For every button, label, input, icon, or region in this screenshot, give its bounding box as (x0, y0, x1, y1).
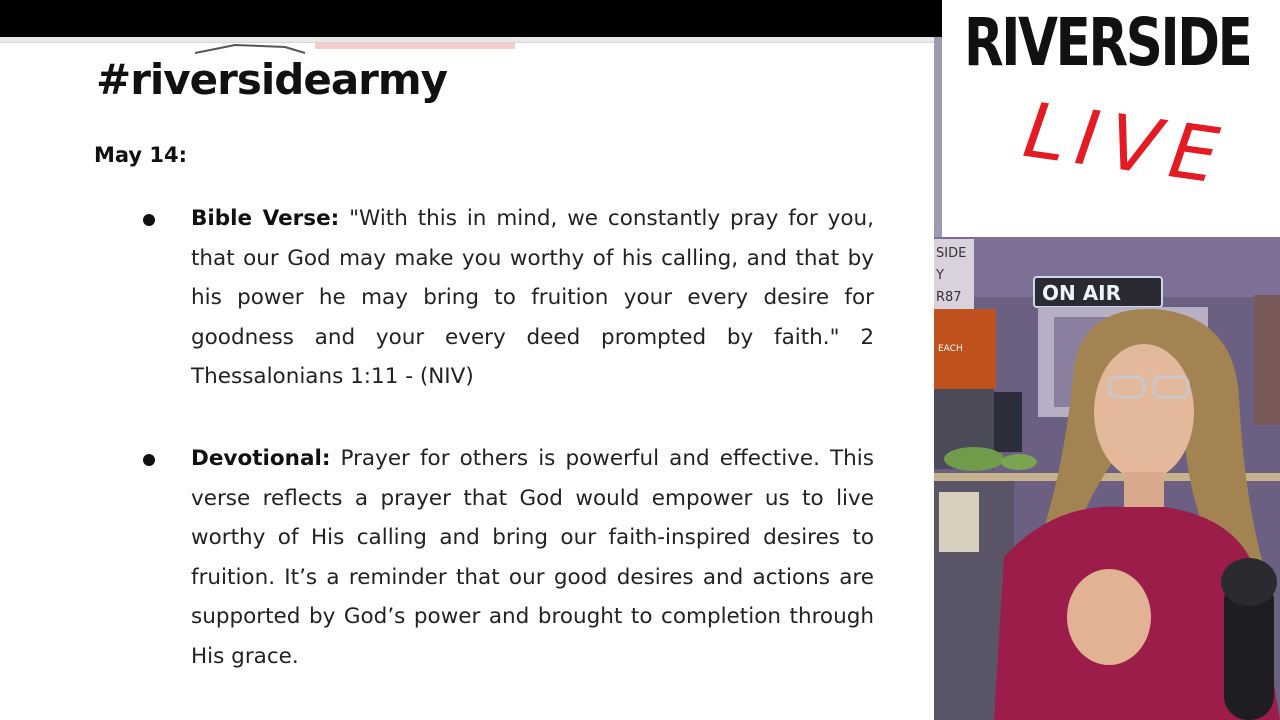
document-page (0, 37, 934, 720)
bible-verse-entry (191, 199, 874, 397)
on-air-sign-text: ON AIR (1042, 281, 1122, 305)
devotional-entry (191, 439, 874, 676)
logo-riverside-text: RIVERSIDE (964, 4, 1251, 81)
devotional-label: Devotional: (191, 446, 331, 471)
devotional-text: Prayer for others is powerful and effective. This verse reflects a prayer that God would empower us to live worthy of His calling and bring our faith-inspired desires to fruition. It’s a reminder that our good desires and actions are supported by God’s power and brought to completion through His grace. (191, 446, 874, 669)
presenter-hand (1067, 569, 1151, 665)
header-graphic-clipped (195, 43, 525, 55)
bullet-point (143, 214, 155, 226)
book (994, 392, 1022, 452)
bible-verse-label: Bible Verse: (191, 206, 340, 231)
poster-text: EACH (938, 344, 963, 354)
bible-verse-text: "With this in mind, we constantly pray for you, that our God may make you worthy of his calling, and that by his power he may bring to fruition your every desire for goodness and your every deed prompted by faith." 2 Thessalonians 1:11 - (NIV) (191, 206, 874, 389)
riverside-live-logo (942, 0, 1280, 237)
presenter-camera-feed (934, 237, 1280, 720)
shelf-sign-text: SIDE (936, 246, 967, 261)
logo-live-text: LIVE (1018, 85, 1234, 202)
presenter-face (1094, 344, 1194, 480)
shelf-sign-text-2: Y (936, 268, 944, 283)
top-black-bar (0, 0, 940, 37)
studio-scene (934, 237, 1280, 720)
plant (944, 447, 1004, 471)
shelf-sign-text-3: R87 (936, 290, 962, 305)
date-label: May 14: (94, 143, 188, 167)
right-frame (1254, 295, 1280, 425)
plant-2 (1001, 454, 1037, 470)
bullet-point (143, 454, 155, 466)
microphone-head (1221, 558, 1277, 606)
shelf-item (939, 492, 979, 552)
hashtag-title: #riversidearmy (96, 55, 448, 104)
